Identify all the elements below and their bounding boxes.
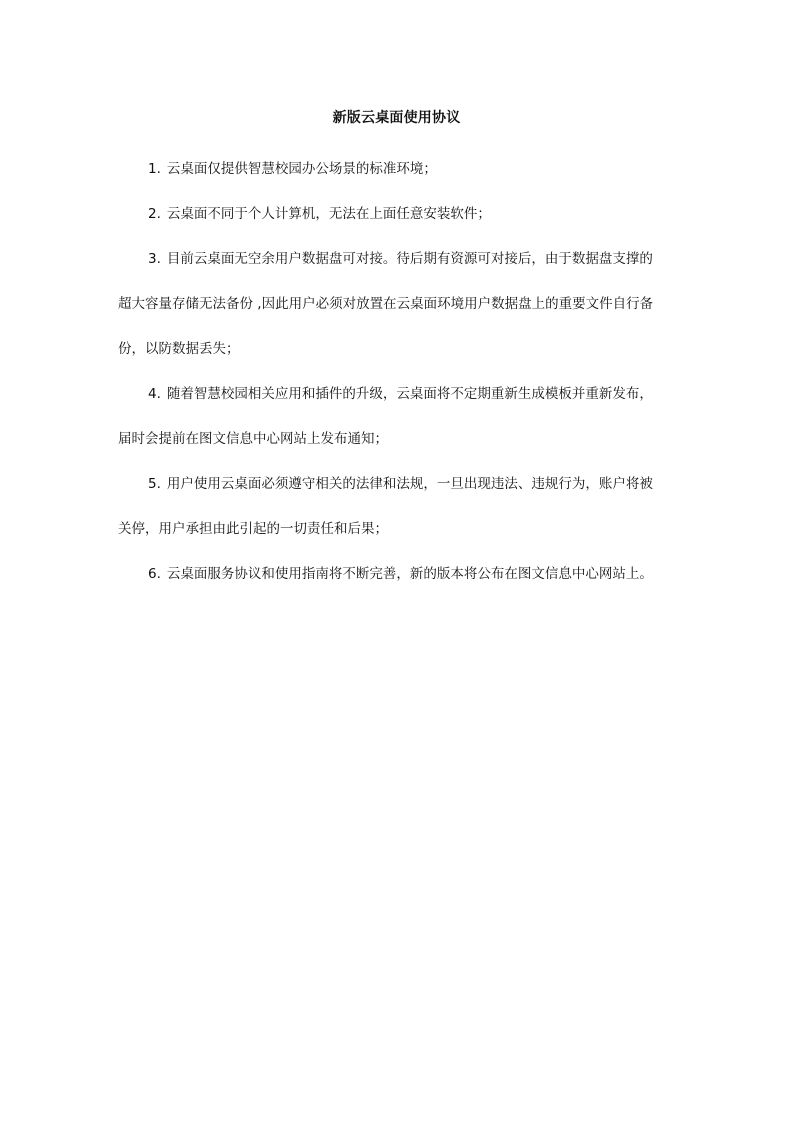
clause-line bbox=[118, 158, 680, 181]
clause-number: 5. bbox=[148, 476, 161, 492]
clause-6 bbox=[118, 563, 680, 586]
document-title: 新版云桌面使用协议 bbox=[332, 110, 461, 126]
clause-number: 4. bbox=[148, 386, 161, 402]
clause-text: 云桌面仅提供智慧校园办公场景的标准环境； bbox=[166, 161, 437, 177]
clause-line bbox=[118, 563, 680, 586]
clause-number: 1. bbox=[148, 161, 161, 177]
clause-line: 份，以防数据丢失； bbox=[118, 341, 240, 357]
clause-text: 目前云桌面无空余用户数据盘可对接。待后期有资源可对接后，由于数据盘支撑的 bbox=[166, 251, 653, 267]
clause-line bbox=[118, 248, 680, 271]
clause-1 bbox=[118, 158, 680, 181]
clause-line bbox=[118, 383, 680, 406]
clause-2 bbox=[118, 203, 680, 226]
clause-5 bbox=[118, 473, 680, 541]
clause-line bbox=[118, 473, 680, 496]
clause-number: 6. bbox=[148, 566, 161, 582]
clause-line: 超大容量存储无法备份 ,因此用户必须对放置在云桌面环境用户数据盘上的重要文件自行备 bbox=[118, 296, 654, 312]
clause-text: 云桌面不同于个人计算机，无法在上面任意安装软件； bbox=[166, 206, 491, 222]
clause-text: 用户使用云桌面必须遵守相关的法律和法规，一旦出现违法、违规行为，账户将被 bbox=[166, 476, 653, 492]
clause-line bbox=[118, 203, 680, 226]
clause-list bbox=[118, 158, 680, 586]
clause-3 bbox=[118, 248, 680, 361]
clause-number: 2. bbox=[148, 206, 161, 222]
clause-line: 届时会提前在图文信息中心网站上发布通知； bbox=[118, 431, 388, 447]
clause-4 bbox=[118, 383, 680, 451]
clause-number: 3. bbox=[148, 251, 161, 267]
clause-line: 关停，用户承担由此引起的一切责任和后果； bbox=[118, 521, 388, 537]
clause-text: 随着智慧校园相关应用和插件的升级，云桌面将不定期重新生成模板并重新发布， bbox=[166, 386, 653, 402]
clause-text: 云桌面服务协议和使用指南将不断完善，新的版本将公布在图文信息中心网站上。 bbox=[166, 566, 653, 582]
